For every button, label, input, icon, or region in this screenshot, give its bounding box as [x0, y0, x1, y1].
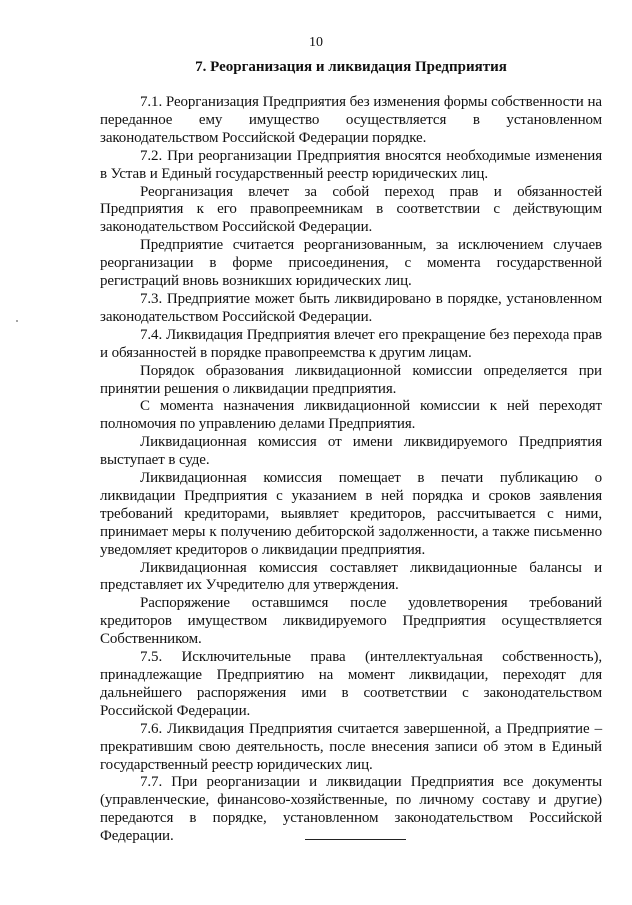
page-number: 10 [309, 35, 323, 50]
paragraph-commission-balances: Ликвидационная комиссия составляет ликвидационные балансы и представляет их Учредителю для утверждения. [100, 559, 602, 594]
paragraph-commission-formation: Порядок образования ликвидационной комиссии определяется при принятии решения о ликвидации предприятия. [100, 362, 602, 397]
paragraph-7-5: 7.5. Исключительные права (интеллектуальная собственность), принадлежащие Предприятию на момент ликвидации, переходят для дальнейшего распоряжения ими в соответствии с законодательством Российской Федерации. [100, 649, 602, 719]
paragraph-remaining-property: Распоряжение оставшимся после удовлетворения требований кредиторов имуществом ликвидируемого Предприятия осуществляется Собственником. [100, 595, 602, 648]
end-of-section-rule [305, 839, 406, 840]
section-title: 7. Реорганизация и ликвидация Предприятия [195, 59, 507, 75]
paragraph-7-6: 7.6. Ликвидация Предприятия считается завершенной, а Предприятие – прекратившим свою деятельность, после внесения записи об этом в Единый государственный реестр юридических лиц. [100, 720, 602, 773]
paragraph-7-2: 7.2. При реорганизации Предприятия вносятся необходимые изменения в Устав и Единый государственный реестр юридических лиц. [100, 147, 602, 182]
section-body [100, 94, 602, 846]
paragraph-reorganized-moment: Предприятие считается реорганизованным, за исключением случаев реорганизации в форме присоединения, с момента государственной регистраций вновь возникших юридических лиц. [100, 237, 602, 290]
paragraph-7-1: 7.1. Реорганизация Предприятия без изменения формы собственности на переданное ему имущество осуществляется в установленном законодательством Российской Федерации порядке. [100, 94, 602, 146]
paragraph-7-3: 7.3. Предприятие может быть ликвидировано в порядке, установленном законодательством Российской Федерации. [100, 290, 602, 325]
paragraph-commission-court: Ликвидационная комиссия от имени ликвидируемого Предприятия выступает в суде. [100, 434, 602, 469]
paragraph-7-7: 7.7. При реорганизации и ликвидации Предприятия все документы (управленческие, финансово-хозяйственные, по личному составу и другие) передаются в порядке, установленном законодательством Российской Федерации. [100, 774, 602, 845]
scan-speck [16, 320, 18, 322]
paragraph-7-4: 7.4. Ликвидация Предприятия влечет его прекращение без перехода прав и обязанностей в порядке правопреемства к другим лицам. [100, 326, 602, 361]
paragraph-commission-powers: С момента назначения ликвидационной комиссии к ней переходят полномочия по управлению делами Предприятия. [100, 398, 602, 433]
paragraph-reorganization-transfer: Реорганизация влечет за собой переход прав и обязанностей Предприятия к его правопреемникам в соответствии с действующим законодательством Российской Федерации. [100, 183, 602, 236]
paragraph-commission-publication: Ликвидационная комиссия помещает в печати публикацию о ликвидации Предприятия с указанием в ней порядка и сроков заявления требований кредиторами, выявляет кредиторов, рассчитывается с ними, принимает меры к получению дебиторской задолженности, а также письменно уведомляет кредиторов о ликвидации предприятия. [100, 470, 602, 558]
